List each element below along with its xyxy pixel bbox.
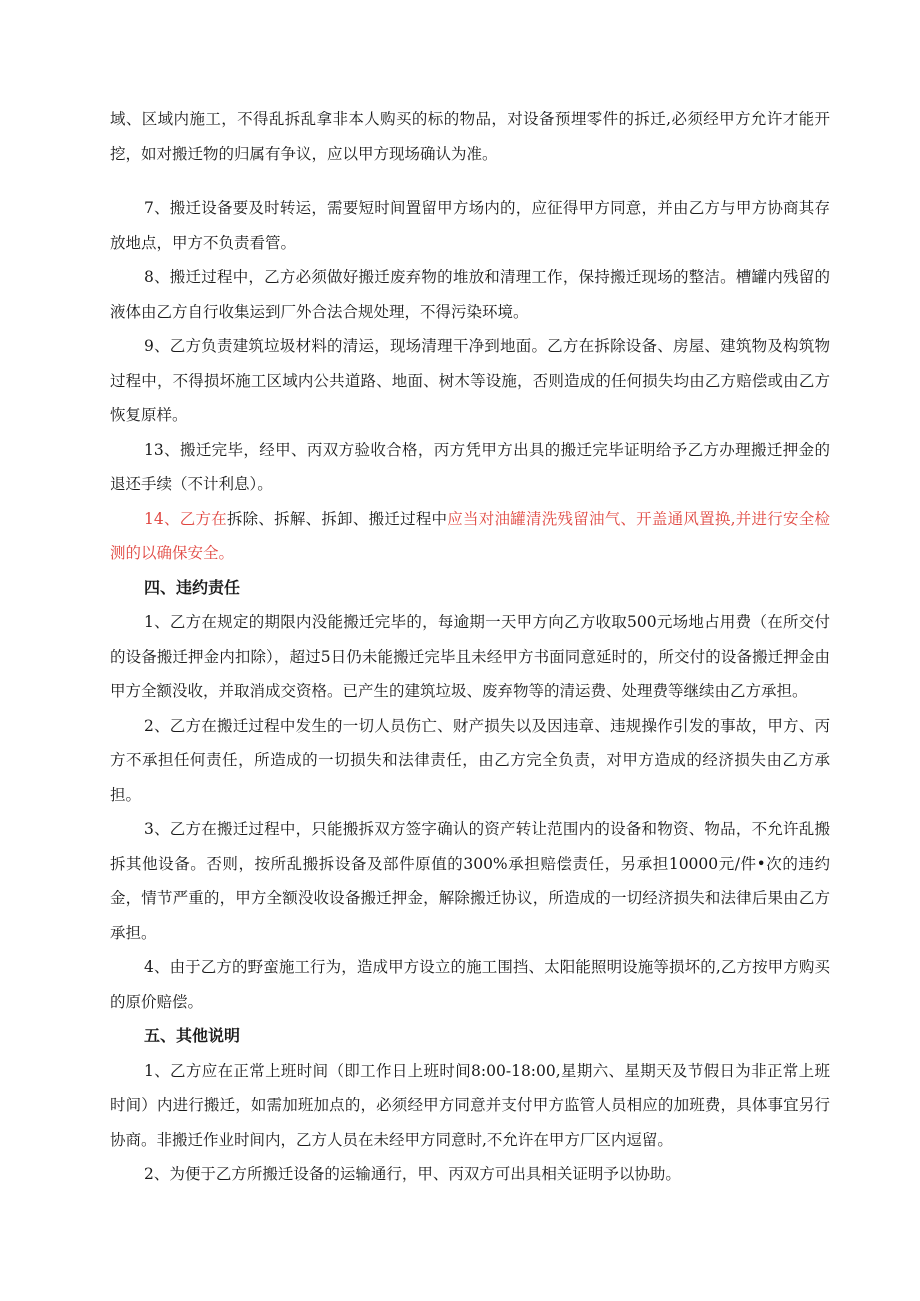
continuation-paragraph: 域、区域内施工，不得乱拆乱拿非本人购买的标的物品，对设备预埋零件的拆迁,必须经甲方允许才能开挖，如对搬迁物的归属有争议，应以甲方现场确认为准。: [110, 110, 830, 163]
section-4-clause-3: 3、乙方在搬迁过程中，只能搬拆双方签字确认的资产转让范围内的设备和物资、物品，不允许乱搬拆其他设备。否则，按所乱搬拆设备及部件原值的300%承担赔偿责任，另承担10000元/件•次的违约金，情节严重的，甲方全额没收设备搬迁押金，解除搬迁协议，所造成的一切经济损失和法律后果由乙方承担。: [110, 820, 830, 942]
clause-14-red-prefix: 14、乙方在: [144, 509, 227, 528]
section-5-clause-2: 2、为便于乙方所搬迁设备的运输通行，甲、丙双方可出具相关证明予以协助。: [144, 1165, 681, 1183]
section-5-clause-1: 1、乙方应在正常上班时间（即工作日上班时间8:00-18:00,星期六、星期天及节假日为非正常上班时间）内进行搬迁，如需加班加点的，必须经甲方同意并支付甲方监管人员相应的加班费，具体事宜另行协商。非搬迁作业时间内，乙方人员在未经甲方同意时,不允许在甲方厂区内逗留。: [110, 1061, 830, 1149]
clause-14: [110, 502, 830, 571]
clause-8: 8、搬迁过程中，乙方必须做好搬迁废弃物的堆放和清理工作，保持搬迁现场的整洁。槽罐内残留的液体由乙方自行收集运到厂外合法合规处理，不得污染环境。: [110, 268, 830, 321]
section-4-clause-1: 1、乙方在规定的期限内没能搬迁完毕的，每逾期一天甲方向乙方收取500元场地占用费（在所交付的设备搬迁押金内扣除），超过5日仍未能搬迁完毕且未经甲方书面同意延时的，所交付的设备搬迁押金由甲方全额没收，并取消成交资格。已产生的建筑垃圾、废弃物等的清运费、处理费等继续由乙方承担。: [110, 613, 830, 700]
section-4-heading: 四、违约责任: [144, 577, 241, 597]
clause-14-black-middle: 拆除、拆解、拆卸、搬迁过程中: [226, 509, 448, 528]
section-5-heading: 五、其他说明: [144, 1026, 241, 1045]
clause-13: 13、搬迁完毕，经甲、丙双方验收合格，丙方凭甲方出具的搬迁完毕证明给予乙方办理搬迁押金的退还手续（不计利息）。: [110, 440, 830, 493]
clause-14-red-suffix: 应当对油罐清洗残留油气、开盖通风置换,并进行安全检测的以确保安全。: [110, 509, 830, 562]
document-body: [110, 102, 830, 1192]
section-4-clause-4: 4、由于乙方的野蛮施工行为，造成甲方设立的施工围挡、太阳能照明设施等损坏的,乙方按甲方购买的原价赔偿。: [110, 958, 830, 1011]
clause-7: 7、搬迁设备要及时转运，需要短时间置留甲方场内的，应征得甲方同意，并由乙方与甲方协商其存放地点，甲方不负责看管。: [110, 199, 830, 252]
section-4-clause-2: 2、乙方在搬迁过程中发生的一切人员伤亡、财产损失以及因违章、违规操作引发的事故，甲方、丙方不承担任何责任，所造成的一切损失和法律责任，由乙方完全负责，对甲方造成的经济损失由乙方承担。: [110, 716, 830, 804]
clause-9: 9、乙方负责建筑垃圾材料的清运，现场清理干净到地面。乙方在拆除设备、房屋、建筑物及构筑物过程中，不得损坏施工区域内公共道路、地面、树木等设施，否则造成的任何损失均由乙方赔偿或由乙方恢复原样。: [110, 337, 830, 424]
